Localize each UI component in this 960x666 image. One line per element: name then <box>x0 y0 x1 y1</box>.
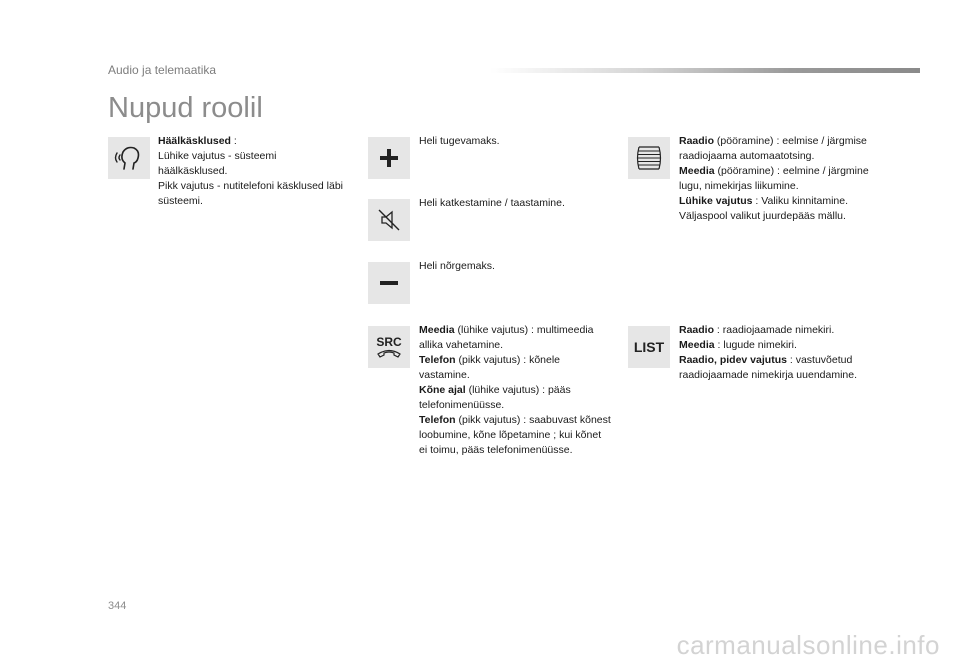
voice-short-press: Lühike vajutus - süsteemi häälkäsklused. <box>158 150 277 177</box>
minus-icon <box>368 262 410 304</box>
mute-icon <box>368 199 410 241</box>
src-label: SRC <box>376 335 402 349</box>
page-number: 344 <box>108 600 127 612</box>
volume-down-description: Heli nõrgemaks. <box>419 260 495 272</box>
src-description: Meedia (lühike vajutus) : multimeedia allika vahetamine. Telefon (pikk vajutus) : kõnele vastamine. Kõne ajal (lühike vajutus) : pääs telefonimenüüsse. Telefon (pikk vajutus) : saabuvast kõnest loobumine, kõne lõpetamine ; kui kõnet ei toimu, pääs telefonimenüüsse. <box>419 324 611 456</box>
voice-long-press: Pikk vajutus - nutitelefoni käsklused läbi süsteemi. <box>158 180 344 207</box>
voice-label: Häälkäsklused <box>158 135 231 147</box>
src-icon <box>368 326 410 368</box>
voice-command-icon <box>108 137 150 179</box>
phone-handset-icon <box>376 348 402 358</box>
section-title: Audio ja telemaatika <box>108 63 217 77</box>
thumbwheel-description: Raadio (pööramine) : eelmise / järgmise raadiojaama automaatotsing. Meedia (pööramine) : eelmine / järgmine lugu, nimekirjas liikumine. Lühike vajutus : Valiku kinnitamine. Väljaspool valikut juurdepääs mällu. <box>679 135 869 222</box>
list-label: LIST <box>633 339 665 355</box>
page-title: Nupud roolil <box>108 92 263 124</box>
plus-icon <box>368 137 410 179</box>
header-rule <box>490 68 920 73</box>
mute-description: Heli katkestamine / taastamine. <box>419 197 565 209</box>
volume-up-description: Heli tugevamaks. <box>419 135 500 147</box>
voice-command-description: Häälkäsklused : Lühike vajutus - süsteemi häälkäsklused. Pikk vajutus - nutitelefoni käsklused läbi süsteemi. <box>158 134 348 209</box>
watermark: carmanualsonline.info <box>676 630 940 660</box>
thumbwheel-icon <box>628 137 670 179</box>
list-icon <box>628 326 670 368</box>
list-description: Raadio : raadiojaamade nimekiri. Meedia : lugude nimekiri. Raadio, pidev vajutus : vastuvõetud raadiojaamade nimekirja uuendamine. <box>679 324 858 381</box>
